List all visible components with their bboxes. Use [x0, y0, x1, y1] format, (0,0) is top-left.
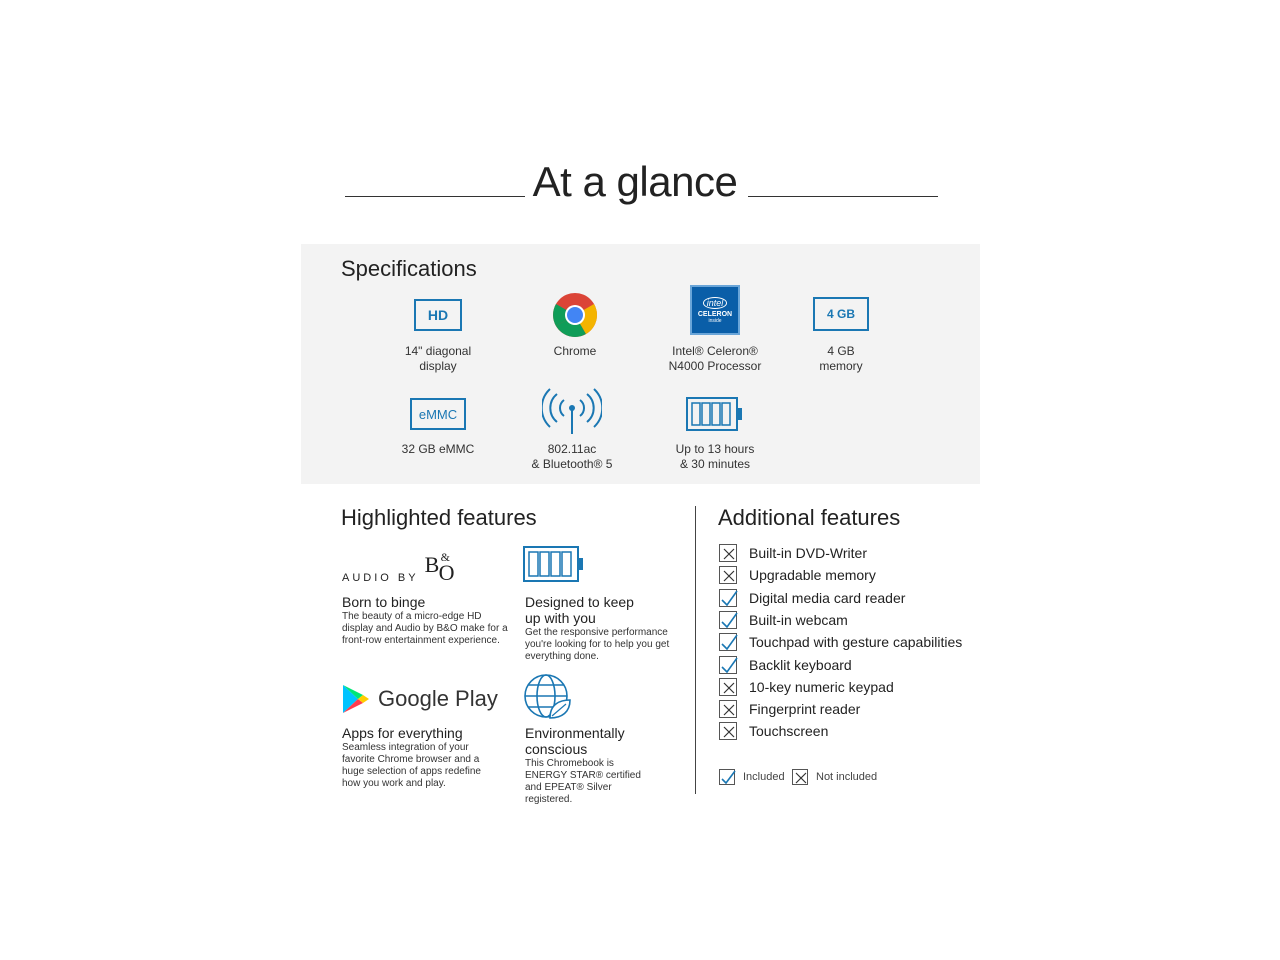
bo-logo-b: B [424, 552, 440, 577]
x-icon [719, 678, 737, 696]
feature-audio-title: Born to binge [342, 594, 426, 610]
feature-apps [342, 725, 492, 790]
battery-feature-icon [523, 546, 585, 582]
audio-by-text: AUDIO BY [342, 572, 419, 584]
chrome-icon [552, 292, 598, 338]
spec-wireless-line2: & Bluetooth® 5 [531, 457, 613, 471]
check-icon [719, 589, 737, 607]
section-divider [695, 506, 696, 794]
spec-battery [645, 390, 785, 472]
spec-memory [771, 288, 911, 374]
intel-badge-text: intel [703, 297, 728, 309]
additional-feature-label: Built-in DVD-Writer [749, 545, 867, 561]
additional-feature-label: Fingerprint reader [749, 701, 861, 718]
additional-feature-row [719, 699, 860, 719]
google-play-logo [342, 684, 498, 714]
feature-env [525, 725, 655, 806]
highlighted-features-heading: Highlighted features [341, 505, 537, 530]
memory-icon [813, 297, 869, 331]
intel-celeron-badge [690, 285, 740, 335]
celeron-badge-text: CELERON [697, 310, 733, 318]
title-rule-left [345, 196, 525, 197]
feature-env-desc: This Chromebook is ENERGY STAR® certified and EPEAT® Silver registered. [525, 758, 641, 805]
spec-display-line1: 14" diagonal [404, 344, 472, 358]
bo-logo-o: O [438, 560, 455, 585]
additional-feature-label: Backlit keyboard [749, 656, 852, 673]
check-icon [719, 769, 735, 785]
additional-feature-row [719, 565, 876, 585]
legend-included [719, 769, 785, 785]
check-icon [719, 633, 737, 651]
additional-feature-row [719, 721, 828, 741]
feature-audio [342, 594, 512, 647]
spec-storage [368, 390, 508, 457]
feature-apps-title: Apps for everything [342, 725, 463, 741]
feature-env-title: Environmentally conscious [525, 725, 625, 757]
additional-feature-row [719, 632, 962, 652]
check-icon [719, 611, 737, 629]
x-icon [719, 566, 737, 584]
spec-memory-line2: memory [819, 359, 863, 373]
bo-logo-amp: & [440, 550, 450, 564]
additional-feature-row [719, 610, 848, 630]
additional-feature-label: Touchscreen [749, 723, 829, 740]
battery-icon [686, 397, 744, 431]
additional-feature-label: Touchpad with gesture capabilities [749, 634, 963, 651]
legend-included-label: Included [743, 771, 785, 783]
google-play-icon [342, 684, 370, 714]
spec-processor-line2: N4000 Processor [668, 359, 762, 373]
spec-memory-line1: 4 GB [827, 344, 855, 358]
additional-features-heading: Additional features [718, 505, 901, 530]
spec-processor [645, 280, 785, 374]
spec-os [505, 290, 645, 359]
page-title: At a glance [532, 158, 738, 205]
spec-battery-line2: & 30 minutes [679, 457, 751, 471]
spec-wireless-line1: 802.11ac [547, 442, 597, 456]
spec-os-line1: Chrome [553, 344, 597, 358]
bang-olufsen-logo [342, 550, 459, 586]
spec-battery-line1: Up to 13 hours [675, 442, 755, 456]
spec-display-line2: display [419, 359, 457, 373]
x-icon [719, 544, 737, 562]
spec-wireless [502, 384, 642, 472]
wireless-icon [542, 386, 602, 436]
additional-feature-label: 10-key numeric keypad [749, 678, 894, 695]
google-play-text: Google Play [378, 686, 498, 711]
hd-display-icon [414, 299, 462, 331]
memory-icon-text: 4 GB [826, 307, 855, 321]
feature-apps-desc: Seamless integration of your favorite Chrome browser and a huge selection of apps redefine how you work and play. [342, 742, 481, 789]
title-rule-right [748, 196, 938, 197]
feature-battery-desc: Get the responsive performance you're looking for to help you get everything done. [525, 627, 670, 662]
additional-feature-row [719, 588, 905, 608]
spec-display [368, 290, 508, 374]
legend-not-included [792, 769, 877, 785]
additional-feature-label: Digital media card reader [749, 589, 906, 606]
emmc-icon-text: eMMC [418, 406, 458, 422]
legend-not-included-label: Not included [816, 771, 878, 783]
x-icon [719, 700, 737, 718]
globe-leaf-icon [522, 672, 572, 722]
additional-feature-label: Built-in webcam [749, 611, 848, 628]
feature-audio-desc: The beauty of a micro-edge HD display and Audio by B&O make for a front-row entertainment experience. [342, 611, 508, 646]
feature-battery-title: Designed to keep up with you [525, 594, 634, 626]
emmc-icon [410, 398, 466, 430]
feature-battery [525, 594, 675, 663]
spec-storage-line1: 32 GB eMMC [401, 442, 475, 456]
bo-logo [425, 552, 459, 586]
specifications-heading: Specifications [341, 256, 477, 281]
spec-processor-line1: Intel® Celeron® [672, 344, 758, 358]
additional-feature-label: Upgradable memory [749, 567, 876, 584]
additional-feature-row [719, 677, 894, 697]
inside-badge-text: inside [708, 317, 722, 324]
x-icon [792, 769, 808, 785]
additional-feature-row [719, 655, 852, 675]
additional-feature-row [719, 543, 867, 563]
hd-icon-text: HD [427, 307, 449, 323]
check-icon [719, 656, 737, 674]
x-icon [719, 722, 737, 740]
